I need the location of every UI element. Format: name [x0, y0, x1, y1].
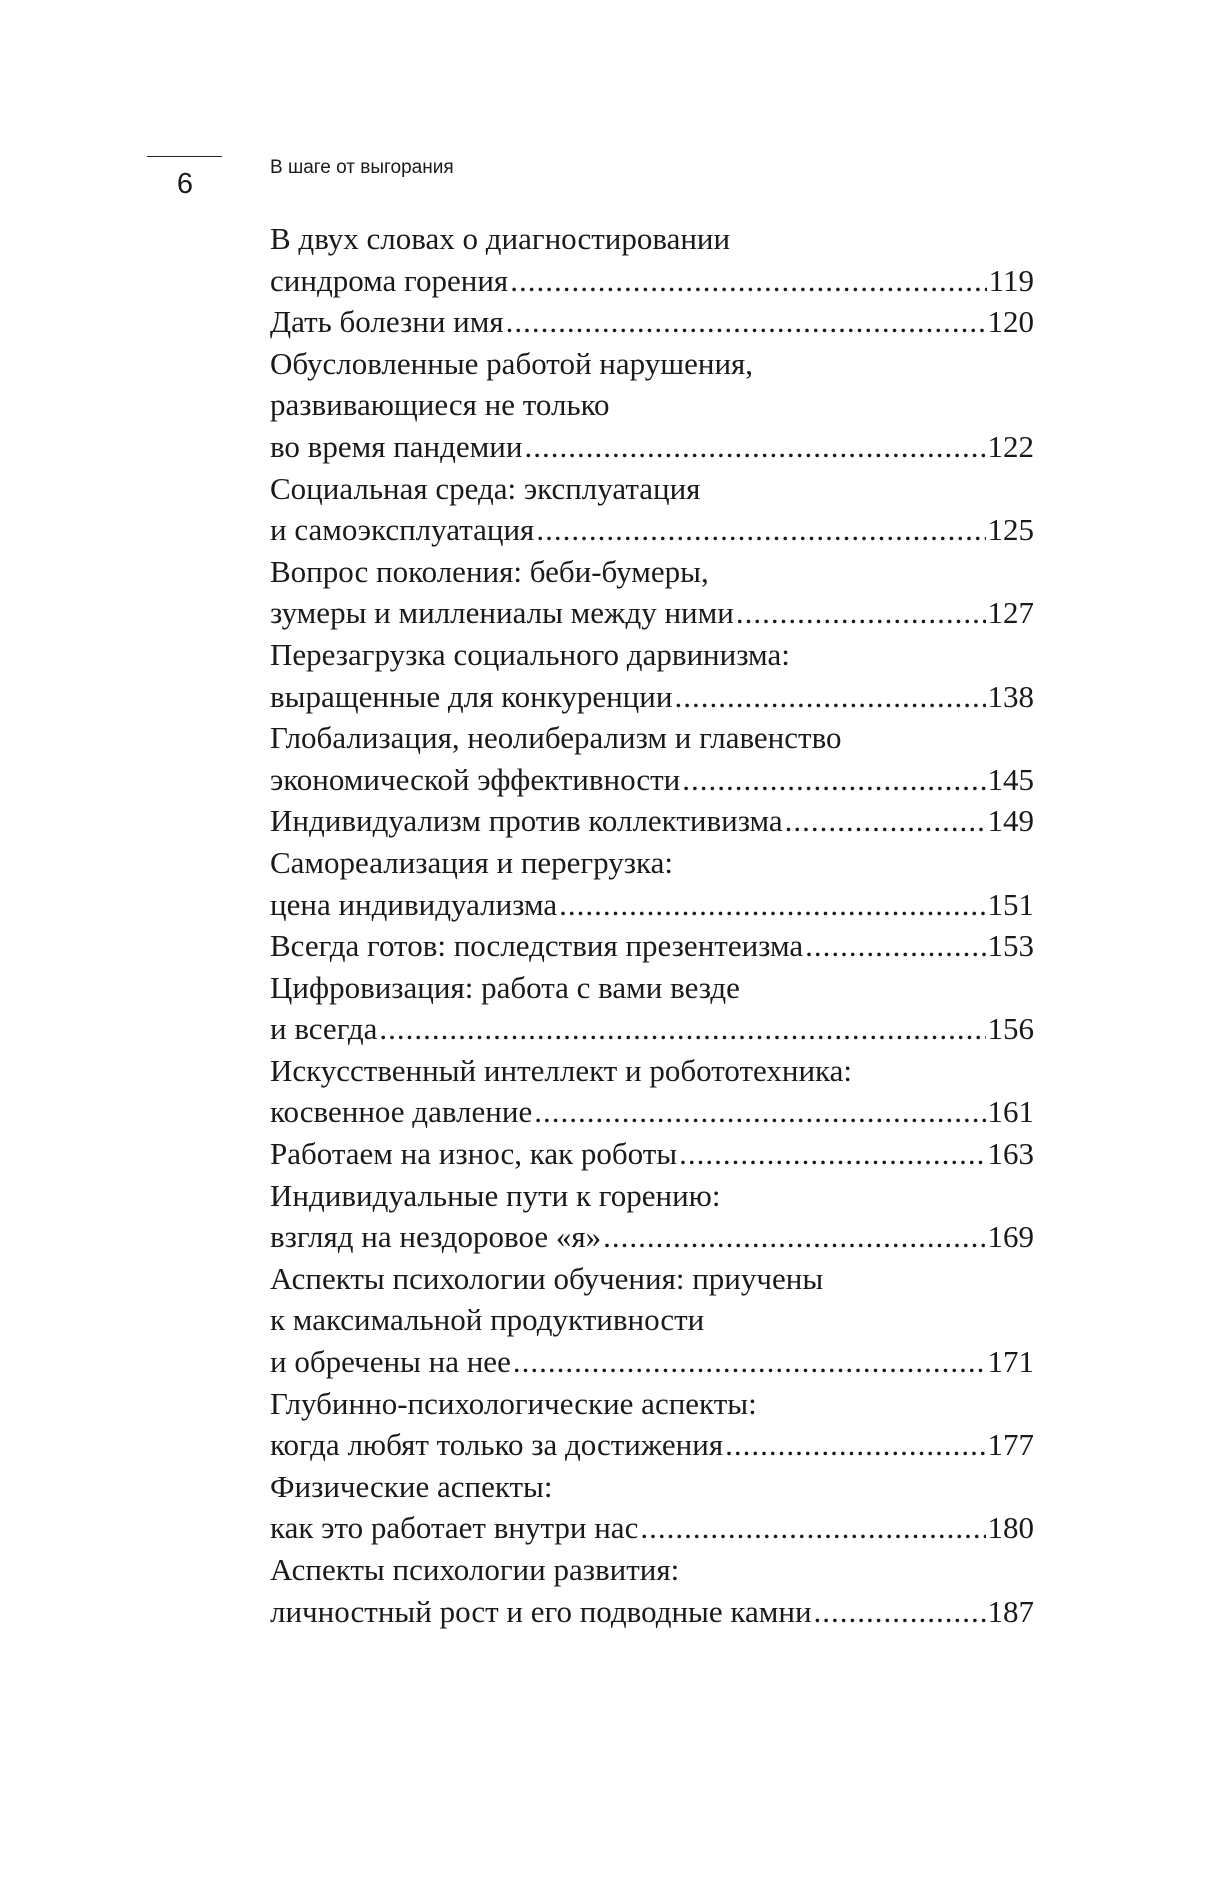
dot-leader: [679, 1133, 985, 1175]
toc-entry: [270, 634, 1034, 717]
toc-entry-title-line: косвенное давление: [270, 1094, 533, 1130]
toc-entry-title-line: когда любят только за достижения: [270, 1427, 724, 1463]
toc-page-number: 177: [987, 1427, 1034, 1463]
toc-entry-title-line: Глубинно-психологические аспекты:: [270, 1385, 757, 1421]
dot-leader: [674, 676, 985, 718]
dot-leader: [725, 1424, 985, 1466]
toc-entry-last-line: [270, 1008, 1034, 1050]
toc-entry-last-line: [270, 1591, 1034, 1633]
toc-entry-title-line: Искусственный интеллект и робототехника:: [270, 1052, 853, 1088]
toc-entry-title-line: Перезагрузка социального дарвинизма:: [270, 636, 790, 672]
toc-entry-title-line: Всегда готов: последствия презентеизма: [270, 928, 804, 964]
toc-entry-title-line: как это работает внутри нас: [270, 1510, 639, 1546]
toc-entry-title-line: личностный рост и его подводные камни: [270, 1593, 812, 1629]
toc-entry-title-line: Обусловленные работой нарушения,: [270, 345, 754, 381]
toc-entry-title-line: Физические аспекты:: [270, 1468, 553, 1504]
toc-entry-last-line: [270, 800, 1034, 842]
toc-entry-last-line: [270, 1091, 1034, 1133]
toc-entry: [270, 842, 1034, 925]
toc-entry-title-line: взгляд на нездоровое «я»: [270, 1219, 602, 1255]
toc-entry: [270, 1466, 1034, 1549]
toc-entry-last-line: [270, 884, 1034, 926]
toc-entry-last-line: [270, 426, 1034, 468]
toc-entry-last-line: [270, 592, 1034, 634]
toc-entry-title-line: выращенные для конкуренции: [270, 678, 673, 714]
toc-entry-last-line: [270, 1341, 1034, 1383]
dot-leader: [536, 509, 985, 551]
dot-leader: [379, 1008, 985, 1050]
toc-page-number: 169: [987, 1219, 1034, 1255]
table-of-contents: [270, 218, 1034, 1632]
toc-page-number: 163: [987, 1136, 1034, 1172]
toc-page-number: 119: [988, 262, 1034, 298]
toc-entry-title-line: зумеры и миллениалы между ними: [270, 595, 734, 631]
toc-entry-title-line: цена индивидуализма: [270, 886, 558, 922]
toc-entry-last-line: [270, 301, 1034, 343]
dot-leader: [814, 1591, 986, 1633]
dot-leader: [640, 1507, 985, 1549]
toc-page-number: 171: [987, 1344, 1034, 1380]
toc-entry-last-line: [270, 509, 1034, 551]
toc-entry: [270, 551, 1034, 634]
toc-page-number: 122: [987, 428, 1034, 464]
toc-entry-last-line: [270, 1216, 1034, 1258]
toc-entry: [270, 925, 1034, 967]
toc-entry-title-line: Социальная среда: эксплуатация: [270, 470, 701, 506]
toc-page-number: 125: [987, 512, 1034, 548]
toc-entry-title-line: Аспекты психологии развития:: [270, 1552, 680, 1587]
dot-leader: [510, 260, 986, 302]
toc-entry: [270, 1549, 1034, 1632]
toc-entry-title-line: синдрома горения: [270, 262, 509, 298]
toc-page-number: 120: [987, 304, 1034, 340]
toc-entry-title-line: Вопрос поколения: беби-бумеры,: [270, 553, 709, 589]
toc-entry: [270, 343, 1034, 468]
toc-entry-title-line: во время пандемии: [270, 428, 523, 464]
dot-leader: [513, 1341, 986, 1383]
dot-leader: [736, 592, 986, 634]
toc-entry-title-line: Индивидуализм против коллективизма: [270, 803, 783, 839]
toc-entry: [270, 967, 1034, 1050]
toc-entry-title-line: развивающиеся не только: [270, 387, 610, 423]
toc-entry-last-line: [270, 676, 1034, 718]
toc-entry-title-line: Самореализация и перегрузка:: [270, 844, 673, 880]
dot-leader: [524, 426, 985, 468]
toc-page-number: 138: [987, 678, 1034, 714]
toc-page-number: 187: [987, 1593, 1034, 1629]
dot-leader: [506, 301, 986, 343]
toc-entry: [270, 1133, 1034, 1175]
header-rule: [147, 156, 222, 157]
page-number: 6: [176, 168, 194, 200]
toc-entry: [270, 468, 1034, 551]
toc-page-number: 153: [987, 928, 1034, 964]
dot-leader: [805, 925, 985, 967]
running-title: В шаге от выгорания: [270, 157, 454, 178]
toc-page-number: 127: [987, 595, 1034, 631]
toc-entry-title-line: и обречены на нее: [270, 1344, 511, 1380]
dot-leader: [682, 759, 985, 801]
toc-entry: [270, 1050, 1034, 1133]
toc-entry-title-line: Индивидуальные пути к горению:: [270, 1177, 721, 1213]
toc-entry-title-line: и всегда: [270, 1011, 378, 1047]
toc-entry-last-line: [270, 260, 1034, 302]
dot-leader: [785, 800, 986, 842]
toc-entry: [270, 218, 1034, 301]
toc-entry-last-line: [270, 1424, 1034, 1466]
dot-leader: [559, 884, 985, 926]
dot-leader: [534, 1091, 985, 1133]
toc-entry-title-line: Аспекты психологии обучения: приучены: [270, 1260, 824, 1296]
toc-entry-last-line: [270, 1507, 1034, 1549]
toc-entry: [270, 301, 1034, 343]
toc-entry-title-line: Цифровизация: работа с вами везде: [270, 969, 740, 1005]
toc-entry-title-line: экономической эффективности: [270, 761, 681, 797]
toc-entry: [270, 1258, 1034, 1383]
toc-page-number: 145: [987, 761, 1034, 797]
toc-page-number: 149: [987, 803, 1034, 839]
toc-entry-last-line: [270, 1133, 1034, 1175]
toc-entry-title-line: и самоэксплуатация: [270, 512, 535, 548]
toc-entry-title-line: В двух словах о диагностировании: [270, 221, 731, 256]
toc-page-number: 161: [987, 1094, 1034, 1130]
toc-entry-last-line: [270, 759, 1034, 801]
toc-entry: [270, 1175, 1034, 1258]
toc-page-number: 156: [987, 1011, 1034, 1047]
toc-entry: [270, 1383, 1034, 1466]
toc-page-number: 180: [987, 1510, 1034, 1546]
toc-entry: [270, 800, 1034, 842]
dot-leader: [603, 1216, 985, 1258]
toc-entry-title-line: Работаем на износ, как роботы: [270, 1136, 678, 1172]
toc-entry-title-line: Глобализация, неолиберализм и главенство: [270, 720, 842, 756]
toc-entry-title-line: Дать болезни имя: [270, 304, 504, 340]
toc-entry-title-line: к максимальной продуктивности: [270, 1302, 705, 1338]
toc-page-number: 151: [987, 886, 1034, 922]
toc-entry-last-line: [270, 925, 1034, 967]
toc-entry: [270, 717, 1034, 800]
